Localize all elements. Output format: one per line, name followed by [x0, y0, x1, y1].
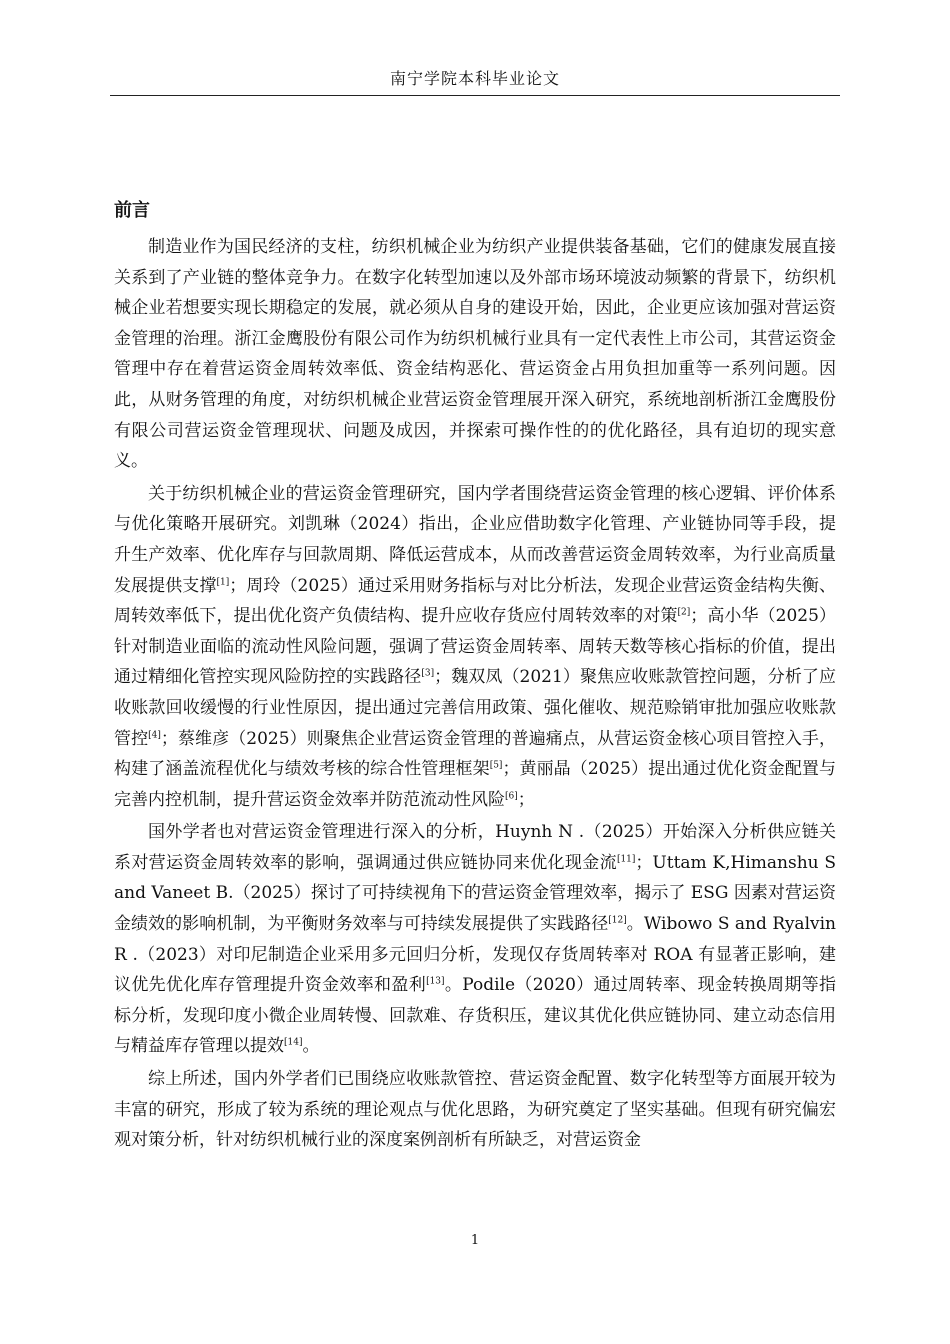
- body-text: [114, 232, 836, 1158]
- paragraph-1: [114, 232, 836, 477]
- citation-ref: [14]: [284, 1037, 303, 1048]
- paragraph-text: ；周玲（2025）通过采用财务指标与对比分析法，发现企业营运资金结构失衡、周转效率低下，提出优化资产负债结构、提升应收存货应付周转效率的对策: [114, 575, 837, 627]
- citation-ref: [6]: [505, 791, 518, 802]
- paragraph-text: 。Podile（2020）通过周转率、现金转换周期等指标分析，发现印度小微企业周转慢、回款难、存货积压，建议其优化供应链协同、建立动态信用与精益库存管理以提效: [114, 975, 836, 1057]
- citation-ref: [1]: [216, 576, 230, 587]
- citation-ref: [5]: [489, 760, 503, 771]
- paragraph-text: 制造业作为国民经济的支柱，纺织机械企业为纺织产业提供装备基础，它们的健康发展直接关系到了产业链的整体竞争力。在数字化转型加速以及外部市场环境波动频繁的背景下，纺织机械企业若想要实现长期稳定的发展，就必须从自身的建设开始，因此，企业更应该加强对营运资金管理的治理。浙江金鹰股份有限公司作为纺织机械行业具有一定代表性上市公司，其营运资金管理中存在着营运资金周转效率低、资金结构恶化、营运资金占用负担加重等一系列问题。因此，从财务管理的角度，对纺织机械企业营运资金管理展开深入研究，系统地剖析浙江金鹰股份有限公司营运资金管理现状、问题及成因，并探索可操作性的的优化路径，具有迫切的现实意义。: [114, 237, 836, 472]
- paragraph-2: [114, 479, 836, 816]
- header-rule: [110, 95, 840, 96]
- paragraph-text: 综上所述，国内外学者们已围绕应收账款管控、营运资金配置、数字化转型等方面展开较为丰富的研究，形成了较为系统的理论观点与优化思路，为研究奠定了坚实基础。但现有研究偏宏观对策分析，针对纺织机械行业的深度案例剖析有所缺乏，对营运资金: [114, 1069, 836, 1151]
- paragraph-text: ；魏双凤（2021）聚焦应收账款管控问题，分析了应收账款回收缓慢的行业性原因，提出通过完善信用政策、强化催收、规范赊销审批加强应收账款管控: [114, 667, 837, 749]
- paragraph-text: ；Uttam K,Himanshu S and Vaneet B.（2025）探讨了可持续视角下的营运资金管理效率，揭示了 ESG 因素对营运资金绩效的影响机制，为平衡财务效率与可持续发展提供了实践路径: [114, 852, 836, 935]
- paragraph-3: [114, 817, 836, 1062]
- paragraph-text: 国外学者也对营运资金管理进行深入的分析，Huynh N .（2025）开始深入分析供应链关系对营运资金周转效率的影响，强调通过供应链协同来优化现金流: [114, 822, 836, 873]
- paragraph-text: ；蔡维彦（2025）则聚焦企业营运资金管理的普遍痛点，从营运资金核心项目管控入手，构建了涵盖流程优化与绩效考核的综合性管理框架: [114, 728, 836, 780]
- paragraph-text: ；黄丽晶（2025）提出通过优化资金配置与完善内控机制，提升营运资金效率并防范流动性风险: [114, 759, 837, 810]
- citation-ref: [4]: [148, 729, 161, 740]
- citation-ref: [11]: [616, 854, 636, 865]
- paragraph-4: [114, 1064, 836, 1156]
- paragraph-text: ；: [517, 789, 535, 810]
- page-number: 1: [470, 1233, 480, 1248]
- paragraph-text: ；高小华（2025）针对制造业面临的流动性风险问题，强调了营运资金周转率、周转天数等核心指标的价值，提出通过精细化管控实现风险防控的实践路径: [114, 606, 837, 688]
- running-header: 南宁学院本科毕业论文: [389, 69, 560, 88]
- section-title: 前言: [114, 200, 150, 221]
- citation-ref: [13]: [426, 976, 445, 987]
- citation-ref: [2]: [677, 607, 691, 618]
- paragraph-text: 关于纺织机械企业的营运资金管理研究，国内学者围绕营运资金管理的核心逻辑、评价体系与优化策略开展研究。刘凯琳（2024）指出，企业应借助数字化管理、产业链协同等手段，提升生产效率、优化库存与回款周期、降低运营成本，从而改善营运资金周转效率，为行业高质量发展提供支撑: [114, 483, 836, 596]
- citation-ref: [3]: [421, 668, 435, 679]
- paragraph-text: 。Wibowo S and Ryalvin R .（2023）对印尼制造企业采用多元回归分析，发现仅存货周转率对 ROA 有显著正影响，建议优先优化库存管理提升资金效率和盈利: [114, 914, 836, 996]
- paragraph-text: 。: [302, 1036, 320, 1057]
- citation-ref: [12]: [608, 915, 627, 926]
